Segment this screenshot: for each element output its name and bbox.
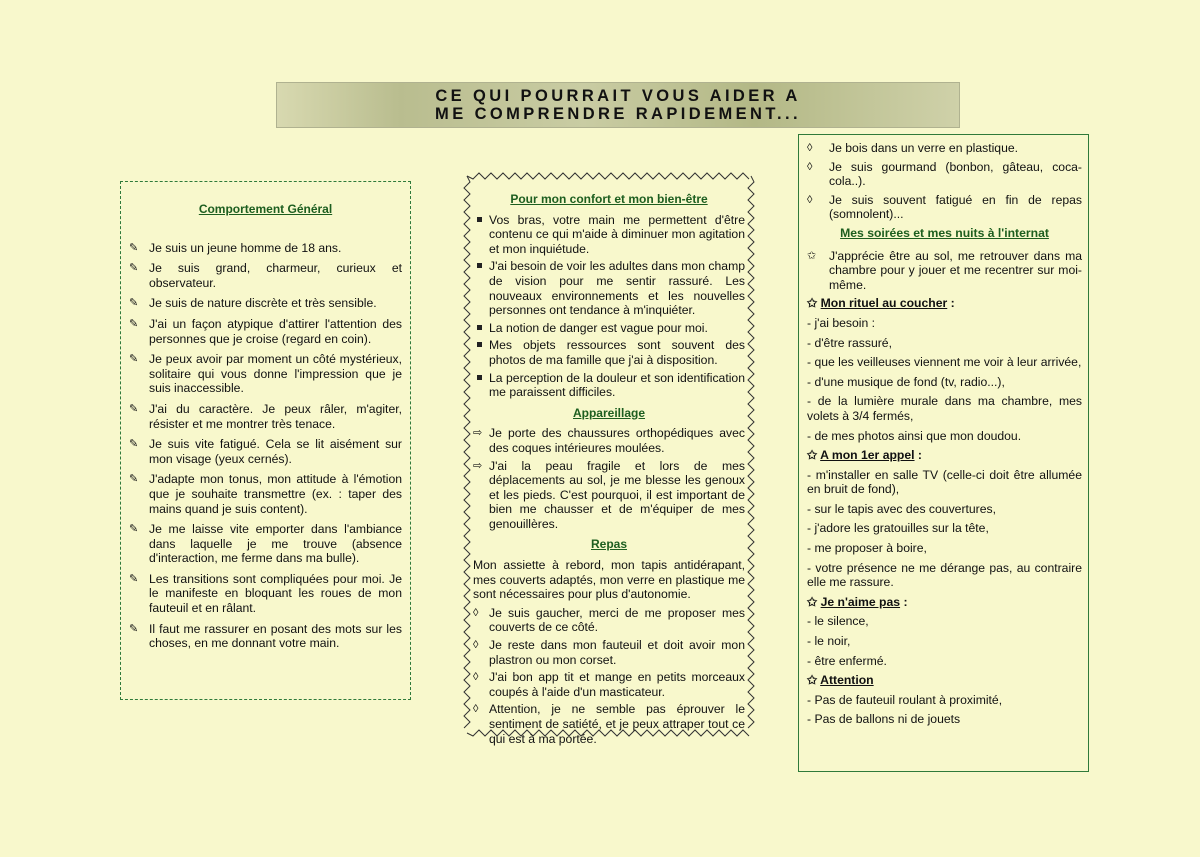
list-item: - être enfermé. (807, 653, 887, 668)
repas-list (473, 606, 745, 746)
list-item-text: J'adapte mon tonus, mon attitude à l'émotion que je souhaite transmettre (ex. : taper des mains quand je suis content). (149, 472, 402, 516)
list-item: - le noir, (807, 634, 851, 649)
soirees-heading: Mes soirées et mes nuits à l'internat (840, 225, 1049, 240)
list-item: - d'être rassuré, (807, 335, 892, 350)
comportement-heading: Comportement Général (198, 202, 333, 216)
list-item (473, 338, 745, 367)
pencil-icon: ✎ (129, 402, 139, 415)
pencil-icon: ✎ (129, 317, 139, 330)
list-item-text: J'ai besoin de voir les adultes dans mon champ de vision pour me sentir rassuré. Les nouveaux environnements et les nouvelles personnes ont tendance à m'inquiéter. (489, 259, 745, 318)
square-bullet-icon (477, 263, 482, 268)
list-item-text: Je suis vite fatigué. Cela se lit aisément sur mon visage (yeux cernés). (149, 437, 402, 466)
list-item (473, 670, 745, 699)
list-item (473, 371, 745, 400)
list-item-text: Je suis souvent fatigué en fin de repas (somnolent)... (829, 192, 1082, 222)
list-item (473, 321, 745, 336)
pencil-icon: ✎ (129, 297, 139, 310)
square-bullet-icon (477, 325, 482, 330)
list-item: - Pas de ballons ni de jouets (807, 712, 961, 727)
diamond-icon: ◊ (473, 639, 479, 652)
list-item-text: Je suis grand, charmeur, curieux et observateur. (149, 261, 402, 290)
star-icon: ✩ (807, 673, 818, 688)
attention-heading-text: Attention (820, 673, 874, 688)
diamond-icon: ◊ (807, 142, 813, 154)
list-item (129, 572, 402, 616)
soirees-box (798, 134, 1089, 772)
pencil-icon: ✎ (129, 473, 139, 486)
rituel-heading-colon: : (947, 296, 955, 311)
list-item-text: La perception de la douleur et son identification me paraissent difficiles. (489, 370, 745, 400)
list-item (473, 426, 745, 455)
list-item (473, 259, 745, 317)
pencil-icon: ✎ (129, 523, 139, 536)
star-icon: ✩ (807, 448, 818, 463)
pencil-icon: ✎ (129, 622, 139, 635)
zigzag-edge (467, 173, 749, 179)
square-bullet-icon (477, 217, 482, 222)
list-item: - de la lumière murale dans ma chambre, mes volets à 3/4 fermés, (807, 394, 1082, 423)
list-item (807, 141, 1082, 156)
list-item (129, 261, 402, 290)
list-item (129, 317, 402, 346)
list-item: - de mes photos ainsi que mon doudou. (807, 428, 1022, 443)
list-item-text: Vos bras, votre main me permettent d'être contenu ce qui m'aide à diminuer mon agitation et mon inquiétude. (489, 212, 745, 256)
list-item: - me proposer à boire, (807, 541, 927, 556)
list-item-text: J'ai bon app tit et mange en petits morceaux coupés à l'aide d'un masticateur. (489, 670, 745, 699)
list-item (129, 352, 402, 396)
zigzag-edge (748, 176, 754, 728)
list-item (473, 638, 745, 667)
appel-heading-text: A mon 1er appel (820, 448, 915, 463)
list-item-text: Je me laisse vite emporter dans l'ambiance dans laquelle je me trouve (absence d'interaction, me ferme dans ma bulle). (149, 522, 402, 566)
naime-heading (807, 595, 1082, 610)
comportement-box (120, 181, 411, 700)
naime-list (807, 614, 1082, 668)
list-item: - sur le tapis avec des couvertures, (807, 501, 996, 516)
list-item: - votre présence ne me dérange pas, au contraire elle me rassure. (807, 560, 1082, 590)
list-item (473, 606, 745, 635)
repas-heading: Repas (590, 537, 628, 552)
title-line-1: CE QUI POURRAIT VOUS AIDER A (435, 87, 801, 105)
pencil-icon: ✎ (129, 353, 139, 366)
appel-heading-colon: : (914, 448, 922, 463)
arrow-right-icon: ⇨ (473, 427, 483, 440)
list-item-text: Je peux avoir par moment un côté mystérieux, solitaire qui vous donne l'impression que je suis inaccessible. (149, 352, 402, 396)
pencil-icon: ✎ (129, 438, 139, 451)
square-bullet-icon (477, 342, 482, 347)
list-item (473, 213, 745, 257)
diamond-icon: ◊ (473, 671, 479, 684)
list-item-text: La notion de danger est vague pour moi. (489, 320, 708, 335)
list-item-text: Je bois dans un verre en plastique. (829, 141, 1019, 155)
pencil-icon: ✎ (129, 572, 139, 585)
diamond-icon: ◊ (473, 703, 479, 716)
list-item (129, 296, 402, 311)
list-item (129, 437, 402, 466)
confort-heading: Pour mon confort et mon bien-être (510, 192, 708, 206)
list-item-text: J'ai la peau fragile et lors de mes déplacements au sol, je me blesse les genoux et les pieds. C'est pourquoi, il est important de bien me chausser et de m'équiper de mes genouillères. (489, 458, 745, 531)
list-item (129, 622, 402, 651)
pencil-icon: ✎ (129, 262, 139, 275)
list-item-text: Les transitions sont compliquées pour moi. Je le manifeste en bloquant les roues de mon fauteuil et en râlant. (149, 571, 402, 616)
star-icon: ✩ (807, 249, 817, 262)
list-item: - Pas de fauteuil roulant à proximité, (807, 692, 1003, 707)
list-item: - j'ai besoin : (807, 315, 876, 330)
zigzag-edge (464, 176, 470, 728)
list-item-text: Je reste dans mon fauteuil et doit avoir mon plastron ou mon corset. (489, 638, 745, 667)
appareillage-list (473, 426, 745, 531)
list-item-text: Je suis de nature discrète et très sensible. (149, 296, 377, 311)
comportement-list (129, 241, 402, 651)
list-item: - le silence, (807, 614, 869, 629)
repas-suite-list (807, 141, 1082, 222)
naime-heading-text: Je n'aime pas (820, 594, 901, 609)
list-item (807, 160, 1082, 189)
confort-list (473, 213, 745, 400)
star-icon: ✩ (807, 594, 818, 609)
list-item: - m'installer en salle TV (celle-ci doit être allumée en bruit de fond), (807, 467, 1082, 497)
arrow-right-icon: ⇨ (473, 459, 483, 472)
list-item-text: Je suis un jeune homme de 18 ans. (149, 240, 342, 255)
rituel-heading (807, 296, 1082, 311)
list-item (807, 193, 1082, 222)
list-item-text: J'ai un façon atypique d'attirer l'attention des personnes que je croise (regard en coin). (149, 316, 402, 346)
list-item: - d'une musique de fond (tv, radio...), (807, 374, 1005, 389)
repas-intro: Mon assiette à rebord, mon tapis antidérapant, mes couverts adaptés, mon verre en plastique me sont nécessaires pour plus d'autonomie. (473, 558, 745, 602)
list-item-text: Je porte des chaussures orthopédiques avec des coques intérieures moulées. (489, 426, 745, 455)
star-icon: ✩ (807, 296, 818, 311)
list-item (129, 241, 402, 256)
diamond-icon: ◊ (473, 606, 479, 619)
list-item-text: Il faut me rassurer en posant des mots sur les choses, en me donnant votre main. (149, 621, 402, 651)
appareillage-heading: Appareillage (572, 405, 646, 420)
title-banner (276, 82, 960, 128)
rituel-heading-text: Mon rituel au coucher (820, 296, 948, 311)
list-item (473, 459, 745, 532)
diamond-icon: ◊ (807, 193, 813, 206)
square-bullet-icon (477, 375, 482, 380)
soirees-intro (807, 249, 1082, 293)
list-item-text: Je suis gaucher, merci de me proposer mes couverts de ce côté. (489, 605, 745, 635)
confort-box (463, 172, 755, 746)
list-item: - que les veilleuses viennent me voir à leur arrivée, (807, 355, 1082, 370)
list-item (129, 472, 402, 516)
list-item-text: Je suis gourmand (bonbon, gâteau, coca-cola..). (829, 159, 1082, 189)
list-item-text: Attention, je ne semble pas éprouver le sentiment de satiété, et je peux attraper tout ce qui est à ma portée. (489, 702, 745, 746)
appel-heading (807, 448, 1082, 463)
appel-list (807, 468, 1082, 590)
list-item (473, 702, 745, 746)
list-item (129, 522, 402, 566)
rituel-list (807, 316, 1082, 443)
attention-heading (807, 673, 1082, 688)
pencil-icon: ✎ (129, 241, 139, 254)
list-item-text: J'ai du caractère. Je peux râler, m'agiter, résister et me montrer très tenace. (149, 401, 402, 431)
list-item-text: Mes objets ressources sont souvent des photos de ma famille que j'ai à disposition. (489, 338, 745, 367)
list-item: - j'adore les gratouilles sur la tête, (807, 521, 989, 536)
naime-heading-colon: : (900, 594, 908, 609)
title-line-2: ME COMPRENDRE RAPIDEMENT... (435, 105, 801, 123)
soirees-intro-text: J'apprécie être au sol, me retrouver dans ma chambre pour y jouer et me recentrer sur moi-même. (829, 248, 1082, 292)
list-item (129, 402, 402, 431)
diamond-icon: ◊ (807, 160, 813, 173)
attention-list (807, 693, 1082, 727)
